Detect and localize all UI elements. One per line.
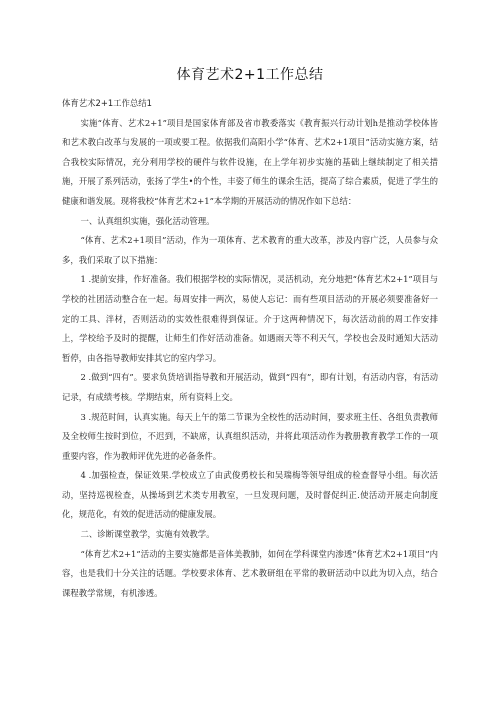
section-heading-1: 一、认真组织实施，强化活动管理。: [80, 215, 215, 226]
paragraph-item-1: 1 .提前安排，作好准备。我们根据学校的实际情况，灵活机动，充分地把“体育艺术2+1”项目与学校的社团活动整合在一起。每周安排一两次，易使人忘记：而有些项目活动的开展必须要准备好一定的工具、泮材，否则活动的实效性很难得到保证。介于这两种情况下，每次活动前的周工作安排上，学校给予及时的提醒，让师生们作好活动准备。如遇雨天等不利天气，学校也会及时通知大活动暂停，由各指导教师安排其它的室内学习。: [62, 274, 438, 363]
document-title: 体育艺术2+1工作总结: [176, 67, 324, 83]
paragraph-classroom: “体育艺术2+1”活动的主要实施都是音体美教肺，如何在学科课堂内渗透”体育艺术2+1项目”内容，也是我们十分关注的话题。学校要求体育、艺术教研组在平常的教研活动中以此为切入点，结合课程教学常规，有机渗透。: [62, 548, 438, 598]
section-heading-2: 二、诊断课堂教学，实施有效教学。: [80, 529, 215, 540]
document-subtitle: 体育艺术2+1工作总结1: [62, 98, 153, 108]
paragraph-item-2: 2 .做到“四有”。要求负货培训指导教和开展活动，做到“四有”，即有计划，有活动内容，有活动记录，有成绩考核。学期结束，所有资料上交。: [62, 372, 438, 402]
paragraph-item-4: 4 .加强检查，保证效果.学校成立了由武俊勇校长和吴瑞梅等领导组成的检查督导小组。每次活动，坚持巡视检查，从操场到艺术类专用教室，一旦发现问题，及时督促纠正.使活动开展走向制度化，规范化，有效的促进活动的健康发展。: [62, 470, 438, 520]
paragraph-measures-intro: “体育、艺术2+1项目”活动，作为一项体育、艺术教育的重大改革，涉及内容广泛，人员参与众多，我们采取了以下措施：: [62, 235, 438, 265]
paragraph-intro: 实施“体育、艺术2+1”项目是国家体育部及省市教委落实《教育振兴行动计划h是推动学校体皆和艺术教白改革与发展的一项或要工程。依据我们高阳小学“体育、艺术2+1项目”活动实施方案，结合我校实际情况，充分利用学校的硬件与软件设施，在上学年初步实施的基础上继续制定了相关措施，开展了系列活动，张扬了学生•的个性，丰姿了师生的课余生活，提高了综合素质，促进了学生的健康和谐发展。现将我校“体育艺术2+1”本学期的开展活动的情况作如下总结：: [62, 117, 438, 206]
paragraph-item-3: 3 .规范时间，认真实施。每天上午的第二节课为全校性的活动时间，要求班主任、各组负责教师及全校师生按时到位，不迟到，不缺席，认真组织活动，并将此项活动作为教册教育教学工作的一项重要内容，作为教师评优先进的必备条件。: [62, 411, 438, 461]
